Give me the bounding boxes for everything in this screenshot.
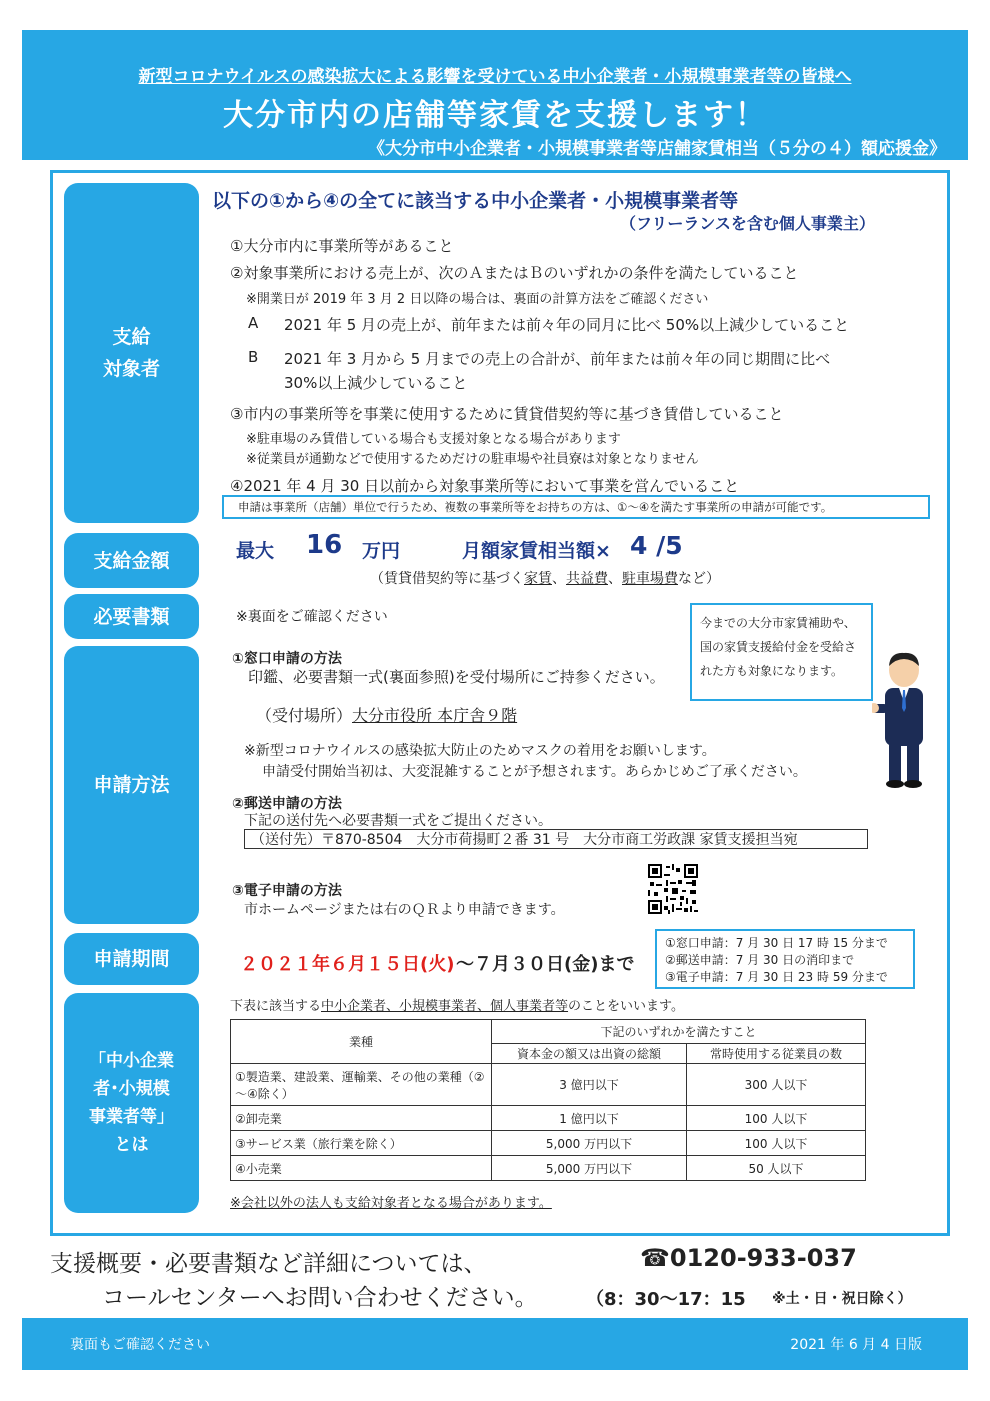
amount-note-rent: 家賃 (524, 571, 552, 587)
definition-footnote: ※会社以外の法人も支給対象者となる場合があります。 (230, 1196, 552, 1211)
table-row (231, 1106, 866, 1131)
table-row (231, 1064, 866, 1106)
method-1-place-value: 大分市役所 本庁舎９階 (352, 706, 518, 725)
condition-2-note: ※開業日が 2019 年 3 月 2 日以降の場合は、裏面の計算方法をご確認ください (246, 292, 709, 307)
row-capital: 5,000 万円以下 (492, 1156, 687, 1181)
label-method: 申請方法 (64, 646, 199, 924)
page-subtitle: 《大分市中小企業者・小規模事業者等店舗家賃相当（５分の４）額応援金》 (368, 139, 946, 159)
period-start: ２０２１年６月１５日(火) (240, 954, 455, 975)
eligibility-heading-sub: （フリーランスを含む個人事業主） (620, 214, 875, 233)
qr-code[interactable] (648, 864, 698, 914)
page-title: 大分市内の店舗等家賃を支援します！ (223, 98, 767, 133)
label-definition-line2: 者･小規模 (93, 1079, 170, 1099)
label-amount: 支給金額 (64, 533, 199, 588)
label-eligibility-line1: 支給 (112, 326, 151, 348)
label-documents: 必要書類 (64, 594, 199, 639)
row-employees: 300 人以下 (687, 1064, 866, 1106)
deadline-online: ③電子申請：7 月 30 日 23 時 59 分まで (665, 970, 888, 984)
amount-note-post: など） (678, 571, 720, 587)
footer-date: 2021 年 6 月 4 日版 (790, 1337, 922, 1353)
condition-3-note-1: ※駐車場のみ賃借している場合も支援対象となる場合があります (246, 432, 621, 447)
label-period: 申請期間 (64, 933, 199, 985)
footer-left: 裏面もご確認ください (70, 1337, 210, 1353)
mailing-address: （送付先）〒870-8504 大分市荷揚町２番 31 号 大分市商工労政課 家賃支援担当宛 (244, 829, 868, 849)
method-1-note-1: ※新型コロナウイルスの感染拡大防止のためマスクの着用をお願いします。 (244, 743, 716, 759)
condition-3: ③市内の事業所等を事業に使用するために賃貸借契約等に基づき賃借していること (230, 405, 784, 423)
amount-note (370, 568, 720, 588)
contact-line-2: コールセンターへお問い合わせください。 (102, 1285, 538, 1311)
label-definition-line4: とは (114, 1135, 149, 1155)
header-audience: 新型コロナウイルスの感染拡大による影響を受けている中小企業者・小規模事業者等の皆様へ (138, 67, 852, 87)
method-1-text: 印鑑、必要書類一式(裏面参照)を受付場所にご持参ください。 (248, 668, 665, 686)
row-industry: ①製造業、建設業、運輸業、その他の業種（②～④除く） (231, 1064, 492, 1106)
method-3-text: 市ホームページまたは右のＱＲより申請できます。 (244, 902, 565, 918)
row-capital: 1 億円以下 (492, 1106, 687, 1131)
method-2-text: 下記の送付先へ必要書類一式をご提出ください。 (244, 813, 552, 829)
label-eligibility-line2: 対象者 (102, 358, 160, 380)
condition-3-note-2: ※従業員が通勤などで使用するためだけの駐車場や社員寮は対象となりません (246, 452, 699, 467)
row-employees: 100 人以下 (687, 1131, 866, 1156)
amount-formula-value: 4 /5 (630, 531, 683, 560)
col-industry: 業種 (231, 1020, 492, 1064)
amount-note-common: 共益費 (566, 571, 608, 587)
period-end: ～７月３０日(金)まで (456, 954, 635, 975)
row-capital: 5,000 万円以下 (492, 1131, 687, 1156)
definition-intro-key: 中小企業者、小規模事業者、個人事業者等 (321, 999, 569, 1014)
row-industry: ②卸売業 (231, 1106, 492, 1131)
definition-intro-pre: 下表に該当する (230, 999, 322, 1014)
businessman-illustration (872, 650, 936, 790)
amount-max-value: 16 (306, 530, 343, 560)
eligibility-heading: 以下の①から④の全てに該当する中小企業者・小規模事業者等 (212, 190, 739, 212)
label-definition-line1: 「中小企業 (89, 1051, 174, 1071)
label-definition (64, 993, 199, 1213)
amount-note-sep2: 、 (608, 571, 622, 587)
deadline-counter: ①窓口申請：7 月 30 日 17 時 15 分まで (665, 936, 888, 950)
condition-a-text: 2021 年 5 月の売上が、前年または前々年の同月に比べ 50%以上減少していること (284, 316, 850, 334)
method-2-title: ②郵送申請の方法 (232, 796, 342, 812)
method-3-title: ③電子申請の方法 (232, 883, 342, 899)
amount-max-unit: 万円 (362, 540, 401, 562)
method-1-place-label: （受付場所） (256, 706, 353, 725)
definition-table (230, 1019, 866, 1181)
contact-line-1: 支援概要・必要書類など詳細については、 (50, 1251, 487, 1277)
condition-2: ②対象事業所における売上が、次のＡまたはＢのいずれかの条件を満たしていること (230, 264, 799, 282)
condition-1: ①大分市内に事業所等があること (230, 237, 454, 255)
speech-bubble: 今までの大分市家賃補助や、国の家賃支援給付金を受給された方も対象になります。 (690, 603, 873, 701)
label-definition-line3: 事業者等」 (89, 1107, 174, 1127)
row-employees: 50 人以下 (687, 1156, 866, 1181)
definition-intro (230, 995, 684, 1014)
amount-note-sep1: 、 (552, 571, 566, 587)
method-1-title: ①窓口申請の方法 (232, 651, 342, 667)
col-group: 下記のいずれかを満たすこと (492, 1020, 866, 1044)
contact-phone[interactable]: ☎0120-933-037 (640, 1244, 857, 1272)
col-capital: 資本金の額又は出資の総額 (492, 1044, 687, 1064)
amount-max-label: 最大 (236, 540, 275, 562)
condition-a-label: A (248, 314, 259, 332)
label-eligibility (64, 183, 199, 523)
contact-hours-note: ※土・日・祝日除く） (772, 1291, 912, 1307)
col-employees: 常時使用する従業員の数 (687, 1044, 866, 1064)
deadline-box (655, 929, 915, 989)
documents-note: ※裏面をご確認ください (236, 609, 388, 625)
condition-4: ④2021 年 4 月 30 日以前から対象事業所等において事業を営んでいること (230, 477, 740, 495)
condition-b-label: B (248, 348, 259, 366)
definition-intro-post: のことをいいます。 (568, 999, 684, 1014)
amount-note-pre: （賃貸借契約等に基づく (370, 571, 524, 587)
header-banner (22, 30, 968, 160)
row-capital: 3 億円以下 (492, 1064, 687, 1106)
condition-b-text-2: 30%以上減少していること (284, 374, 468, 392)
row-industry: ④小売業 (231, 1156, 492, 1181)
condition-b-text-1: 2021 年 3 月から 5 月までの売上の合計が、前年または前々年の同じ期間に比べ (284, 350, 831, 368)
eligibility-note-box: 申請は事業所（店舗）単位で行うため、複数の事業所等をお持ちの方は、①～④を満たす事業所の申請が可能です。 (222, 495, 930, 519)
table-row (231, 1156, 866, 1181)
amount-formula-label: 月額家賃相当額× (462, 540, 611, 562)
amount-note-parking: 駐車場費 (622, 571, 678, 587)
deadline-mail: ②郵送申請：7 月 30 日の消印まで (665, 953, 855, 967)
footer-banner (22, 1318, 968, 1370)
row-industry: ③サービス業（旅行業を除く） (231, 1131, 492, 1156)
method-1-place (256, 703, 517, 726)
method-1-note-2: 申請受付開始当初は、大変混雑することが予想されます。あらかじめご了承ください。 (262, 764, 807, 780)
table-row (231, 1131, 866, 1156)
row-employees: 100 人以下 (687, 1106, 866, 1131)
contact-hours: （8：30～17：15 (586, 1289, 746, 1310)
